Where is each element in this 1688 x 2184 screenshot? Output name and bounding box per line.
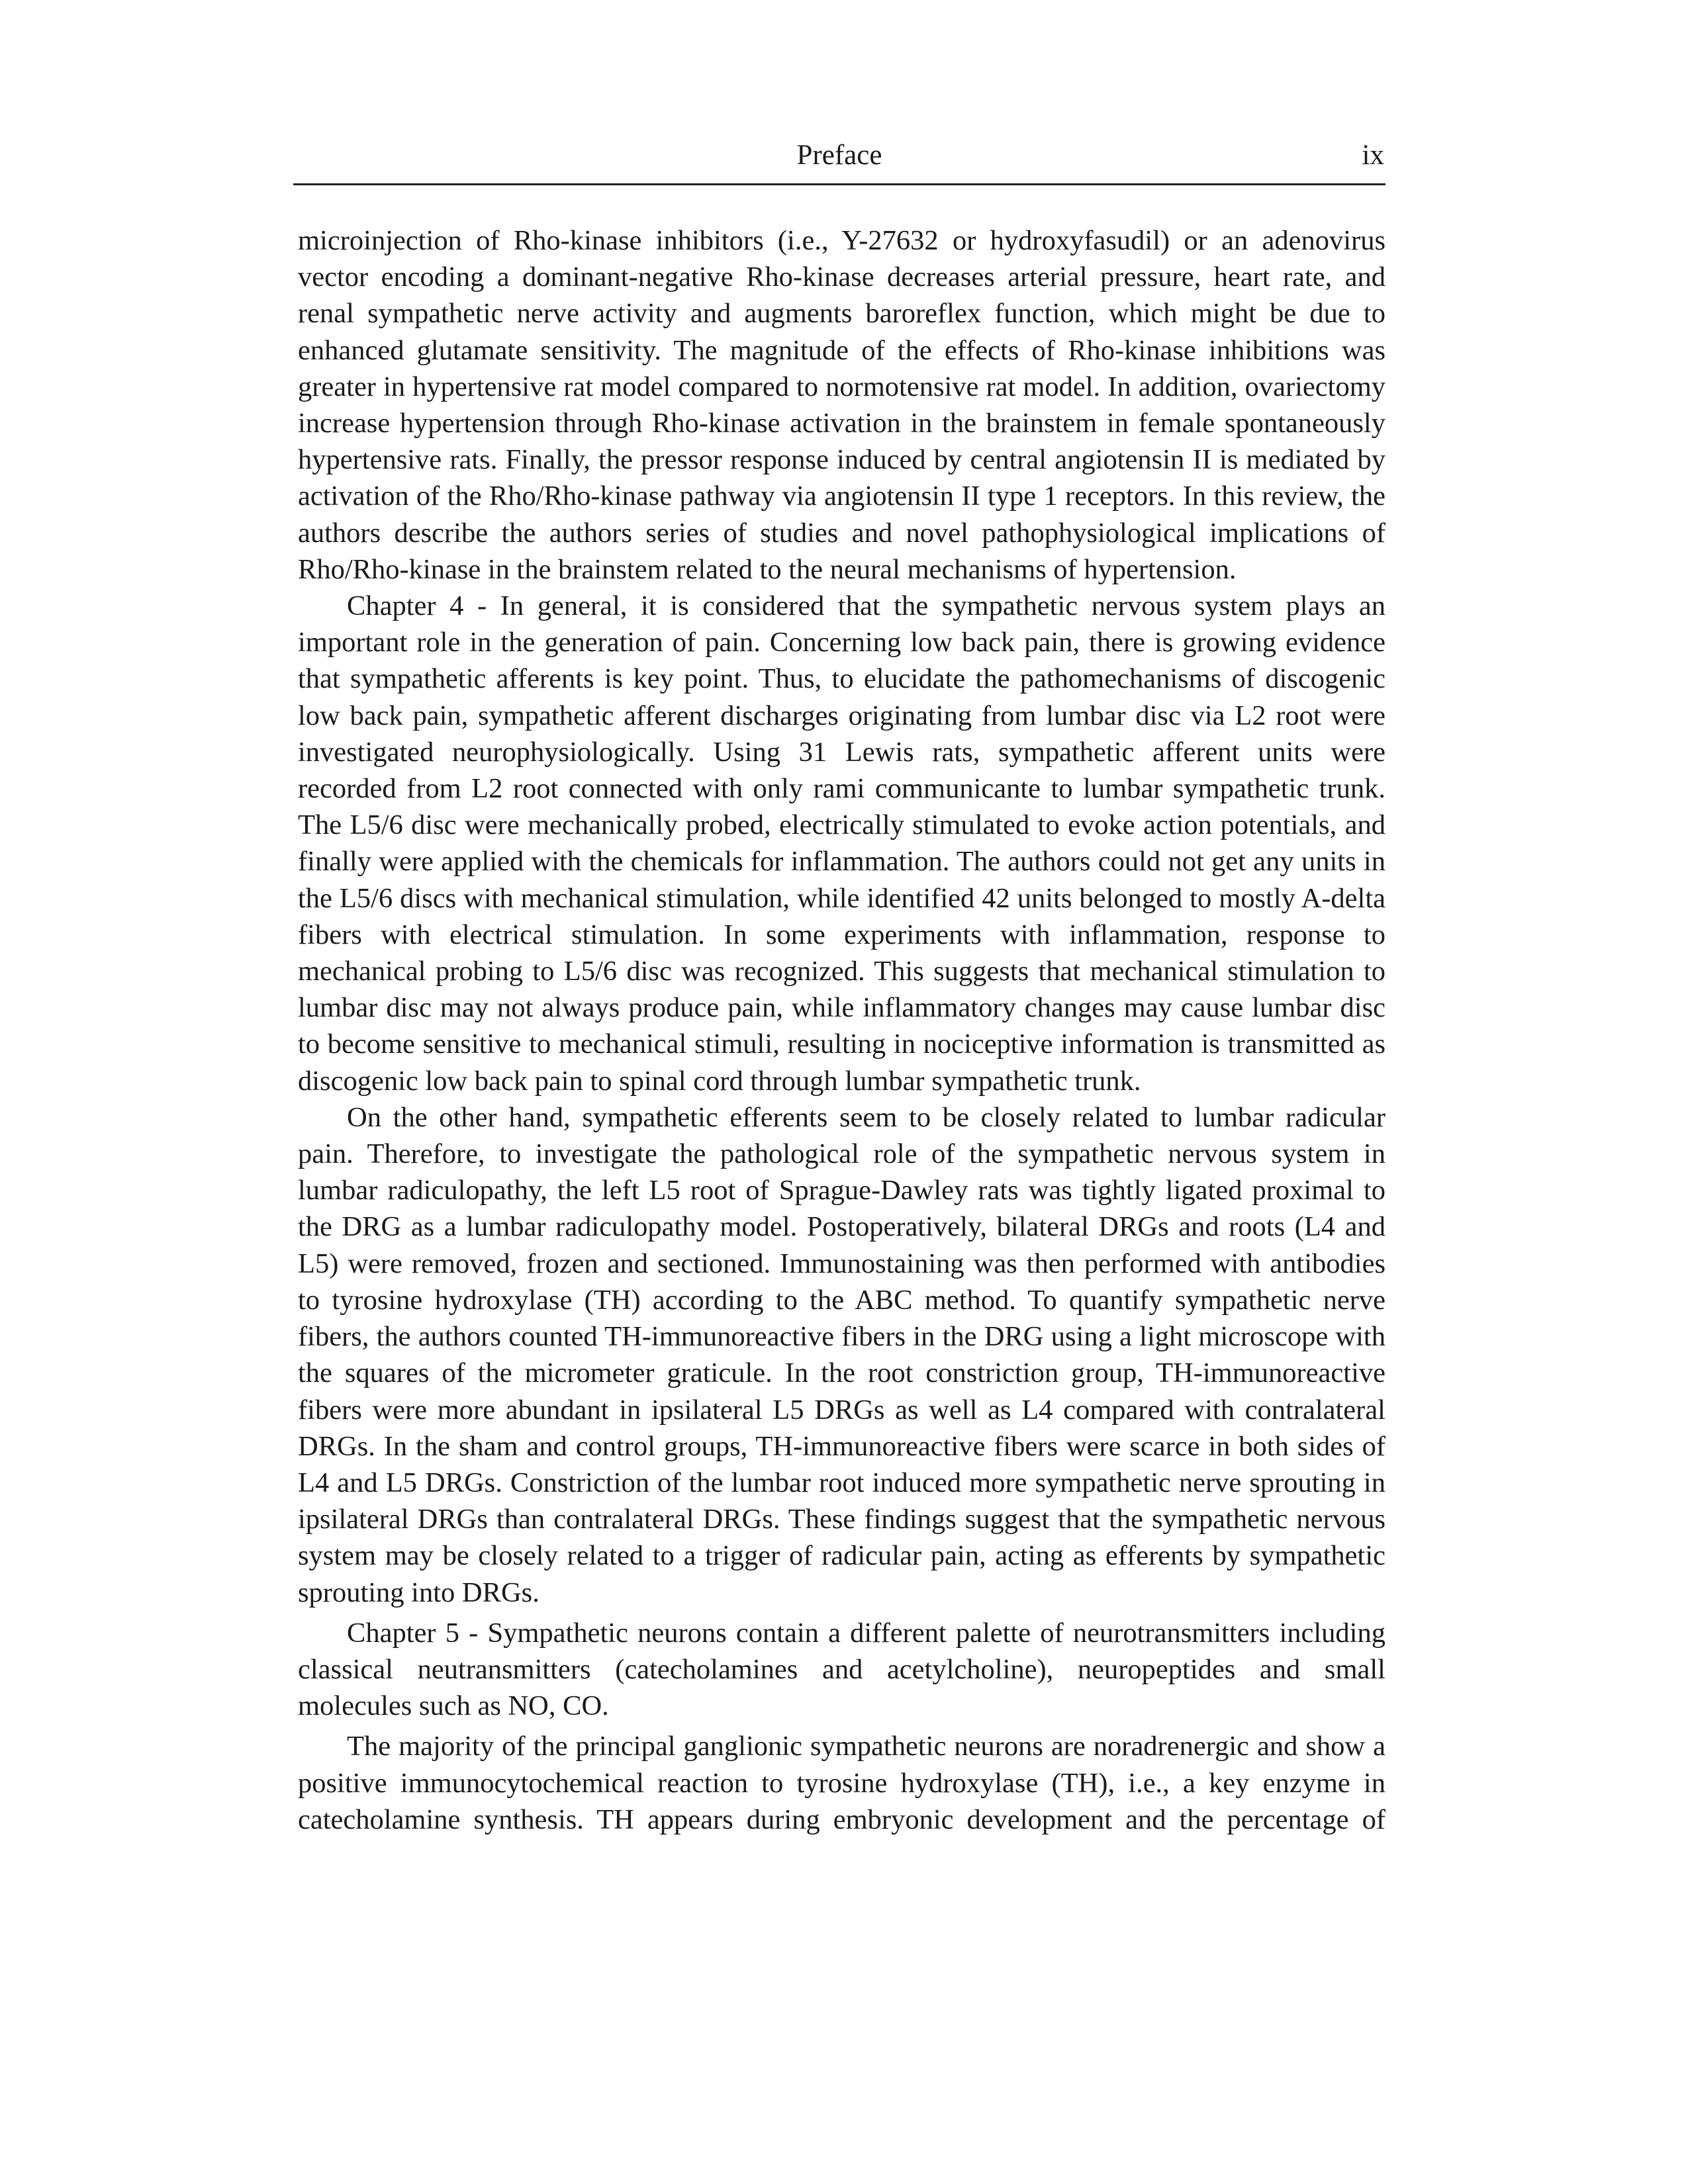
page-number: ix (1362, 140, 1384, 171)
paragraph-chapter-4: Chapter 4 - In general, it is considered that the sympathetic nervous system plays an important role in the generation of pain. Concerning low back pain, there is growing evidence that sympathetic afferents is key point. Thus, to elucidate the pathomechanisms of discogenic low back pain, sympathetic afferent discharges originating from lumbar disc via L2 root were investigated neurophysiologically. Using 31 Lewis rats, sympathetic afferent units were recorded from L2 root connected with only rami communicante to lumbar sympathetic trunk. The L5/6 disc were mechanically probed, electrically stimulated to evoke action potentials, and finally were applied with the chemicals for inflammation. The authors could not get any units in the L5/6 discs with mechanical stimulation, while identified 42 units belonged to mostly A-delta fibers with electrical stimulation. In some experiments with inflammation, response to mechanical probing to L5/6 disc was recognized. This suggests that mechanical stimulation to lumbar disc may not always produce pain, while inflammatory changes may cause lumbar disc to become sensitive to mechanical stimuli, resulting in nociceptive information is transmitted as discogenic low back pain to spinal cord through lumbar sympathetic trunk. (298, 590, 1385, 1097)
paragraph-sympathetic-efferents: On the other hand, sympathetic efferents seem to be closely related to lumbar radicular pain. Therefore, to investigate the pathological role of the sympathetic nervous system in lumbar radiculopathy, the left L5 root of Sprague-Dawley rats was tightly ligated proximal to the DRG as a lumbar radiculopathy model. Postoperatively, bilateral DRGs and roots (L4 and L5) were removed, frozen and sectioned. Immunostaining was then performed with antibodies to tyrosine hydroxylase (TH) according to the ABC method. To quantify sympathetic nerve fibers, the authors counted TH-immunoreactive fibers in the DRG using a light microscope with the squares of the micrometer graticule. In the root constriction group, TH-immunoreactive fibers were more abundant in ipsilateral L5 DRGs as well as L4 compared with contralateral DRGs. In the sham and control groups, TH-immunoreactive fibers were scarce in both sides of L4 and L5 DRGs. Constriction of the lumbar root induced more sympathetic nerve sprouting in ipsilateral DRGs than contralateral DRGs. These findings suggest that the sympathetic nervous system may be closely related to a trigger of radicular pain, acting as efferents by sympathetic sprouting into DRGs. (298, 1101, 1385, 1608)
paragraph-noradrenergic-neurons: The majority of the principal ganglionic sympathetic neurons are noradrenergic and show a positive immunocytochemical reaction to tyrosine hydroxylase (TH), i.e., a key enzyme in catecholamine synthesis. TH appears during embryonic development and the percentage of (298, 1731, 1385, 1835)
running-title: Preface (796, 140, 882, 171)
paragraph-continuation: microinjection of Rho-kinase inhibitors (i.e., Y-27632 or hydroxyfasudil) or an adenovirus vector encoding a dominant-negative Rho-kinase decreases arterial pressure, heart rate, and renal sympathetic nerve activity and augments baroreflex function, which might be due to enhanced glutamate sensitivity. The magnitude of the effects of Rho-kinase inhibitions was greater in hypertensive rat model compared to normotensive rat model. In addition, ovariectomy increase hypertension through Rho-kinase activation in the brainstem in female spontaneously hypertensive rats. Finally, the pressor response induced by central angiotensin II is mediated by activation of the Rho/Rho-kinase pathway via angiotensin II type 1 receptors. In this review, the authors describe the authors series of studies and novel pathophysiological implications of Rho/Rho-kinase in the brainstem related to the neural mechanisms of hypertension. (298, 225, 1385, 585)
paragraph-chapter-5: Chapter 5 - Sympathetic neurons contain a different palette of neurotransmitters including classical neutransmitters (catecholamines and acetylcholine), neuropeptides and small molecules such as NO, CO. (298, 1617, 1385, 1722)
running-header (293, 136, 1385, 185)
body-text (298, 222, 1385, 1838)
